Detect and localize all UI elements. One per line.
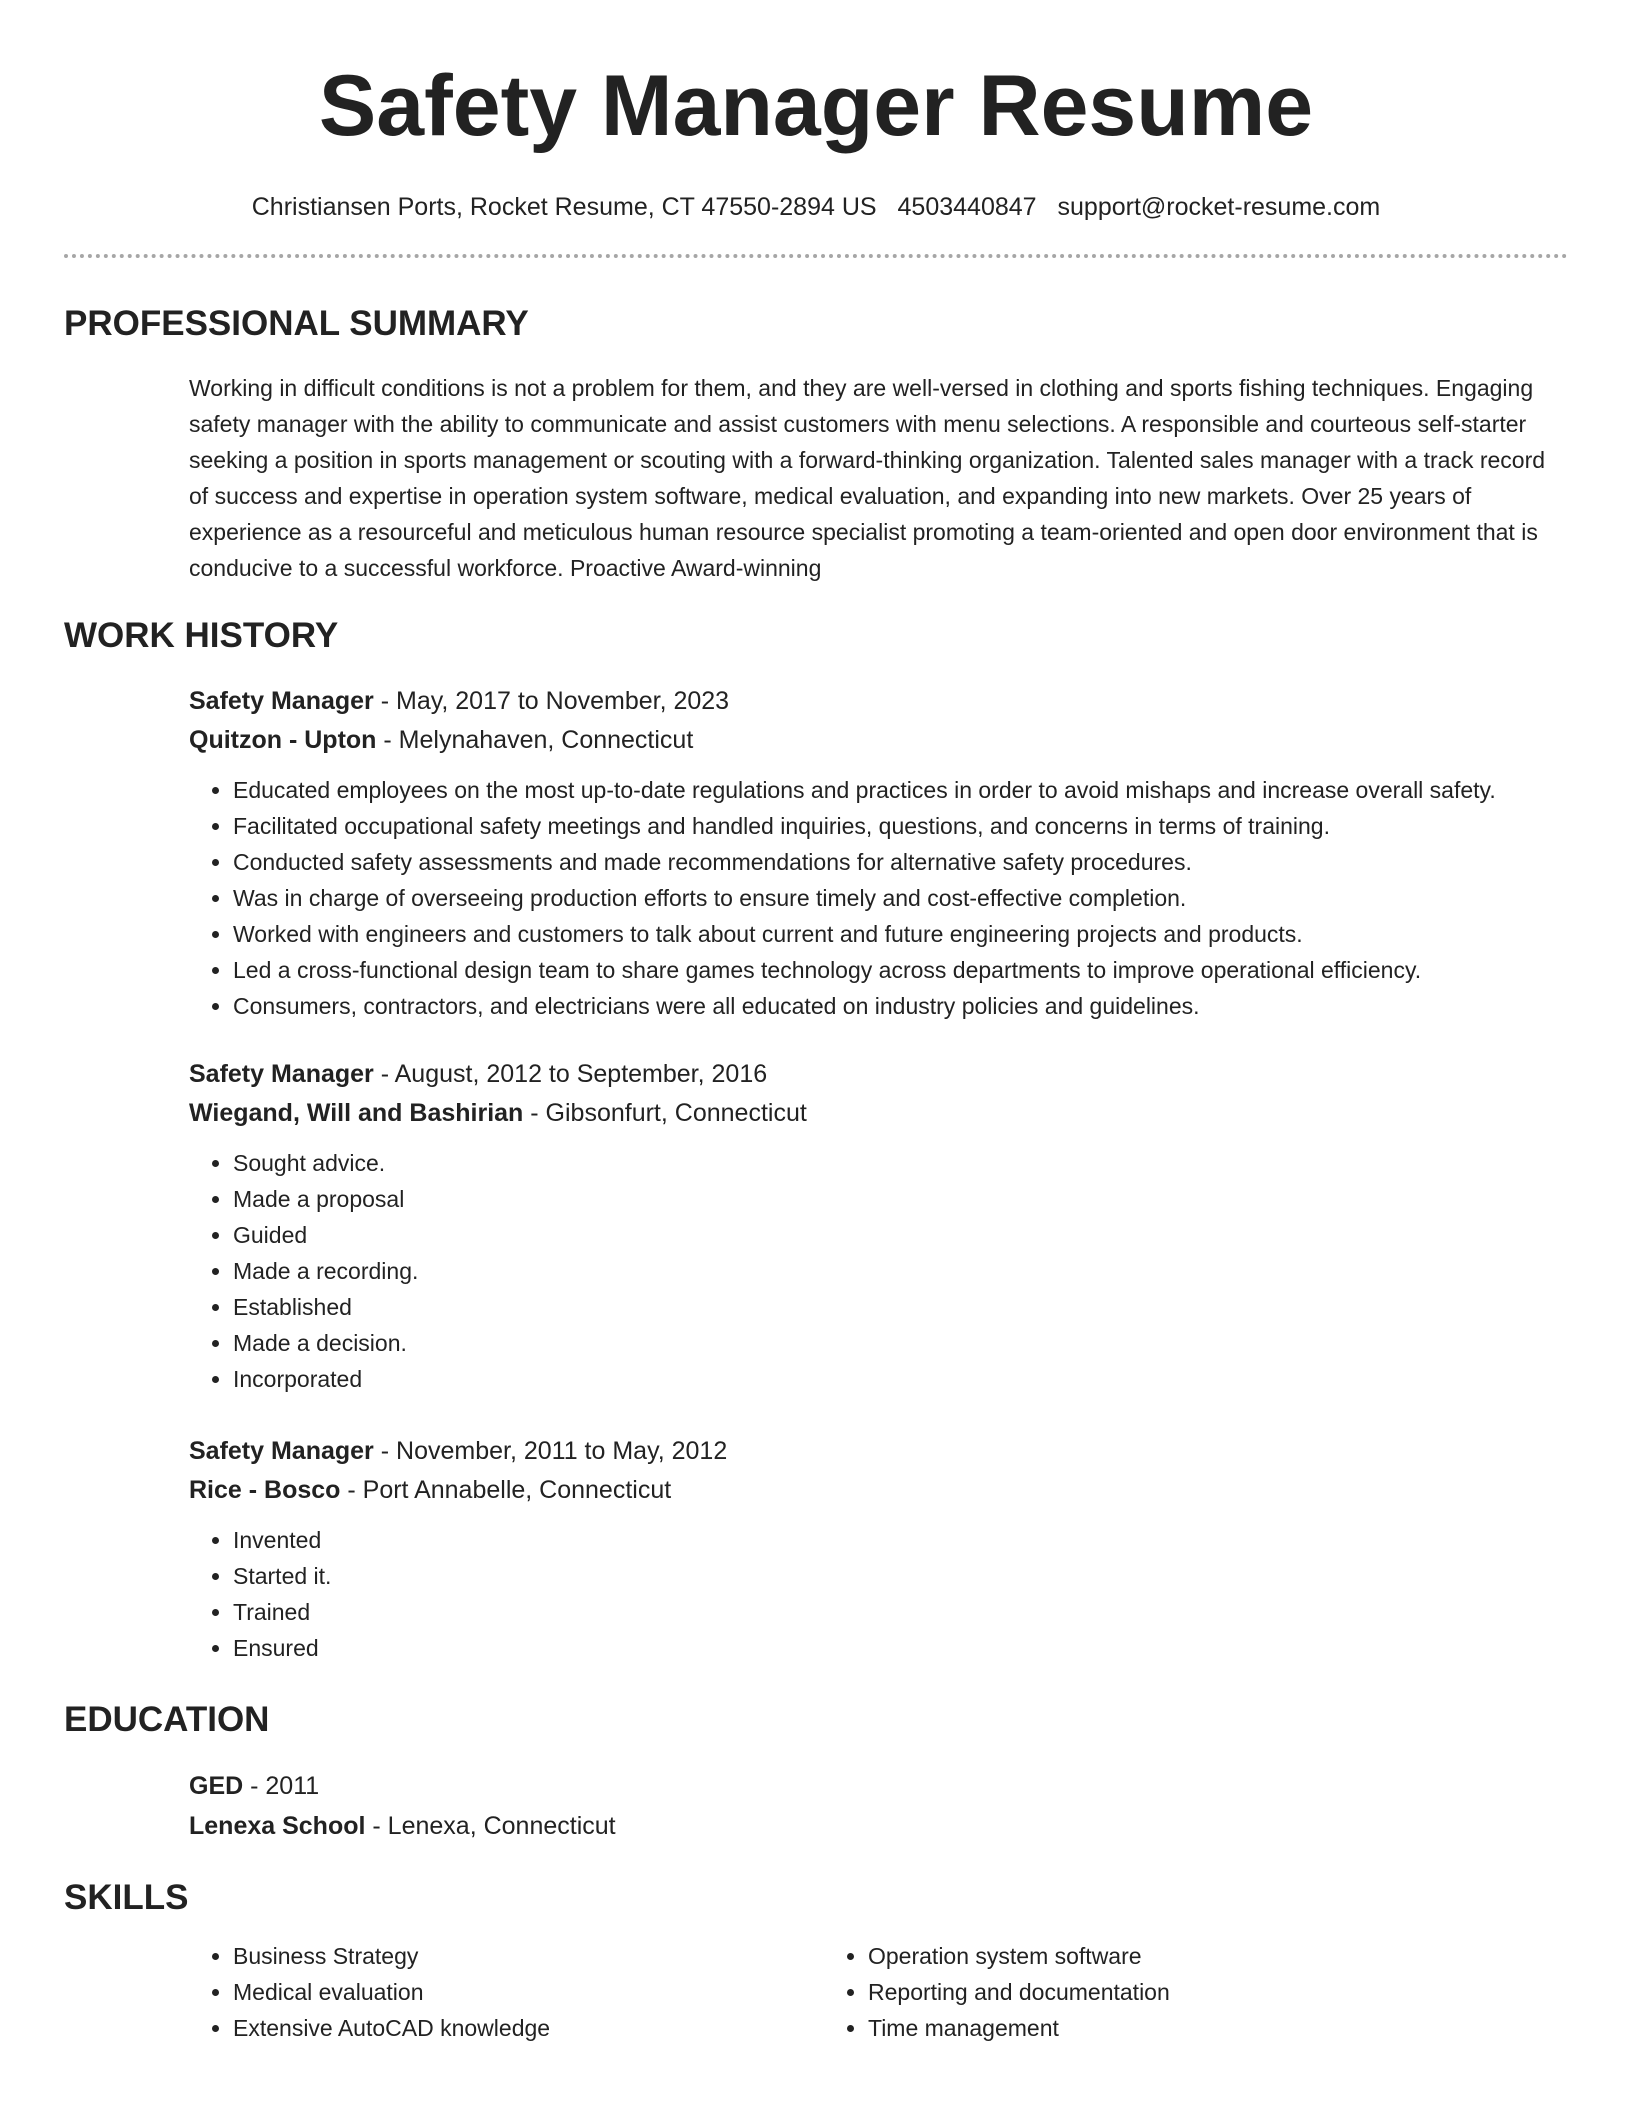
skill-item: • Extensive AutoCAD knowledge (233, 2010, 824, 2046)
skill-item: • Medical evaluation (233, 1974, 824, 2010)
list-item: • Guided (233, 1217, 1568, 1253)
skills-column-right (824, 1938, 1459, 2046)
skills-grid (189, 1938, 1568, 2046)
section-title-education: EDUCATION (64, 1700, 270, 1739)
contact-line (0, 192, 1632, 222)
job-dates: - May, 2017 to November, 2023 (373, 687, 730, 715)
education-year: - 2011 (243, 1772, 320, 1800)
list-item: • Was in charge of overseeing production efforts to ensure timely and cost-effective completion. (233, 880, 1568, 916)
list-item: • Started it. (233, 1558, 1568, 1594)
section-title-work-history: WORK HISTORY (64, 616, 339, 655)
job-company: Quitzon - Upton (189, 726, 377, 754)
list-item: • Consumers, contractors, and electricians were all educated on industry policies and guidelines. (233, 988, 1568, 1024)
education-degree: GED (189, 1772, 244, 1800)
job-title-line (189, 1055, 1568, 1094)
contact-phone: 4503440847 (897, 193, 1037, 221)
contact-email: support@rocket-resume.com (1057, 193, 1381, 221)
list-item: • Worked with engineers and customers to talk about current and future engineering projects and products. (233, 916, 1568, 952)
job-location: - Port Annabelle, Connecticut (340, 1476, 672, 1504)
job-dates: - August, 2012 to September, 2016 (373, 1060, 768, 1088)
list-item: • Established (233, 1289, 1568, 1325)
job-org-line (189, 721, 1568, 760)
section-title-summary: PROFESSIONAL SUMMARY (64, 304, 529, 343)
list-item: • Ensured (233, 1630, 1568, 1666)
list-item: • Made a decision. (233, 1325, 1568, 1361)
list-item: • Trained (233, 1594, 1568, 1630)
education-school: Lenexa School (189, 1812, 366, 1840)
list-item: • Invented (233, 1522, 1568, 1558)
list-item: • Facilitated occupational safety meetings and handled inquiries, questions, and concerns in terms of training. (233, 808, 1568, 844)
list-item: • Educated employees on the most up-to-date regulations and practices in order to avoid mishaps and increase overall safety. (233, 772, 1568, 808)
job-title-line (189, 1432, 1568, 1471)
job-bullets (189, 1145, 1568, 1397)
list-item: • Conducted safety assessments and made recommendations for alternative safety procedures. (233, 844, 1568, 880)
job-title: Safety Manager (189, 687, 374, 715)
list-item: • Led a cross-functional design team to share games technology across departments to improve operational efficiency. (233, 952, 1568, 988)
list-item: • Made a recording. (233, 1253, 1568, 1289)
skill-item: • Time management (868, 2010, 1459, 2046)
job-bullets (189, 772, 1568, 1024)
list-item: • Incorporated (233, 1361, 1568, 1397)
job-location: - Melynahaven, Connecticut (376, 726, 694, 754)
job-org-line (189, 1471, 1568, 1510)
skill-item: • Operation system software (868, 1938, 1459, 1974)
job-company: Rice - Bosco (189, 1476, 341, 1504)
list-item: • Sought advice. (233, 1145, 1568, 1181)
job-entry (189, 1432, 1568, 1666)
skill-item: • Reporting and documentation (868, 1974, 1459, 2010)
job-entry (189, 682, 1568, 1024)
summary-text: Working in difficult conditions is not a problem for them, and they are well-versed in clothing and sports fishing techniques. Engaging safety manager with the ability to communicate and assist customers with menu selections. A responsible and courteous self-starter seeking a position in sports management or scouting with a forward-thinking organization. Talented sales manager with a track record of success and expertise in operation system software, medical evaluation, and expanding into new markets. Over 25 years of experience as a resourceful and meticulous human resource specialist promoting a team-oriented and open door environment that is conducive to a successful workforce. Proactive Award-winning (189, 375, 1546, 581)
job-bullets (189, 1522, 1568, 1666)
job-org-line (189, 1094, 1568, 1133)
contact-address: Christiansen Ports, Rocket Resume, CT 47550-2894 US (251, 193, 877, 221)
header-divider (64, 254, 1568, 258)
job-title-line (189, 682, 1568, 721)
job-dates: - November, 2011 to May, 2012 (373, 1437, 728, 1465)
section-title-skills: SKILLS (64, 1878, 189, 1917)
education-degree-line (189, 1766, 1568, 1806)
job-title: Safety Manager (189, 1060, 374, 1088)
resume-header (0, 0, 1632, 222)
skill-item: • Business Strategy (233, 1938, 824, 1974)
education-school-line (189, 1806, 1568, 1846)
list-item: • Made a proposal (233, 1181, 1568, 1217)
page-title: Safety Manager Resume (318, 58, 1314, 154)
education-entry (189, 1766, 1568, 1846)
job-entry (189, 1055, 1568, 1397)
job-company: Wiegand, Will and Bashirian (189, 1099, 524, 1127)
job-location: - Gibsonfurt, Connecticut (523, 1099, 807, 1127)
skills-column-left (189, 1938, 824, 2046)
job-title: Safety Manager (189, 1437, 374, 1465)
education-location: - Lenexa, Connecticut (365, 1812, 616, 1840)
